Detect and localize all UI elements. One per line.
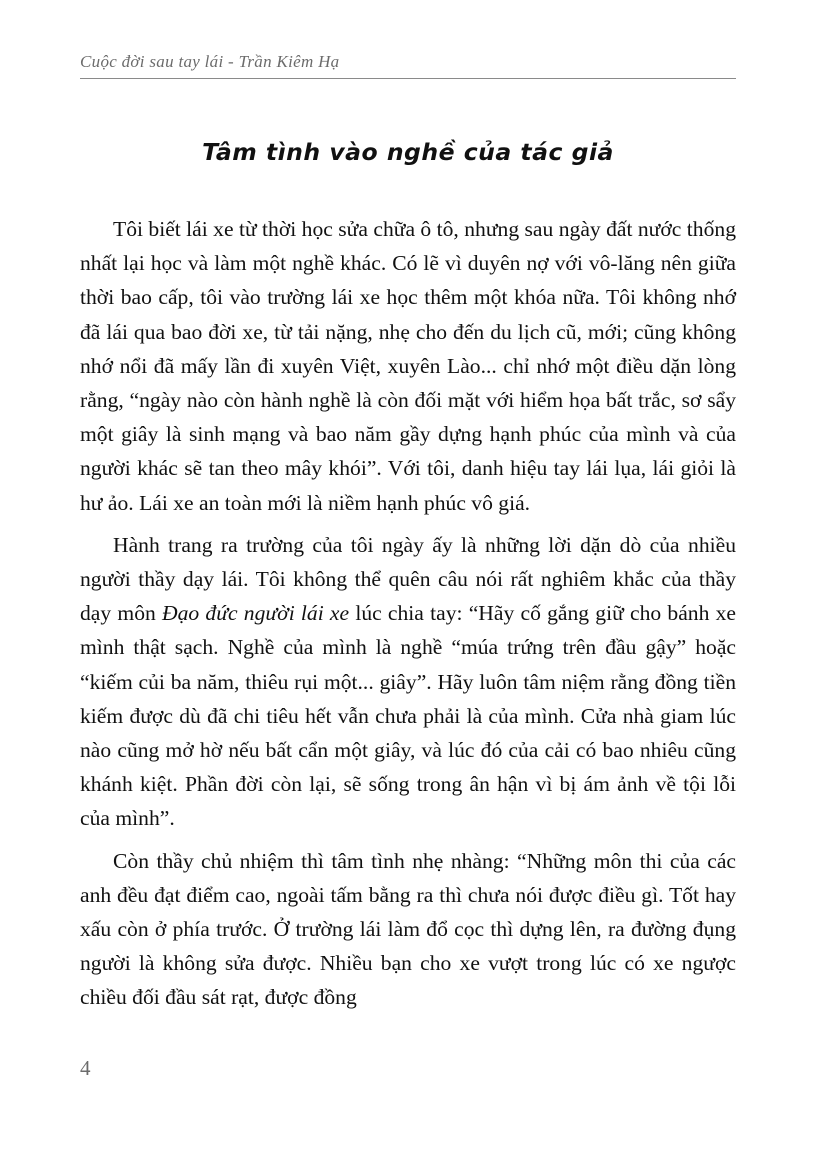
- chapter-title: Tâm tình vào nghề của tác giả: [202, 138, 614, 166]
- paragraph-2-text-end: lúc chia tay: “Hãy cố gắng giữ cho bánh xe mình thật sạch. Nghề của mình là nghề “múa trứng trên đầu gậy” hoặc “kiếm củi ba năm, thiêu rụi một... giây”. Hãy luôn tâm niệm rằng đồng tiền kiếm được dù đã chi tiêu hết vẫn chưa phải là của mình. Cửa nhà giam lúc nào cũng mở hờ nếu bất cẩn một giây, và lúc đó của cải có bao nhiêu cũng khánh kiệt. Phần đời còn lại, sẽ sống trong ân hận vì bị ám ảnh về tội lỗi của mình”.: [80, 601, 736, 831]
- body-text: [80, 212, 736, 1023]
- paragraph-3: Còn thầy chủ nhiệm thì tâm tình nhẹ nhàng: “Những môn thi của các anh đều đạt điểm cao, ngoài tấm bằng ra thì chưa nói được điều gì. Tốt hay xấu còn ở phía trước. Ở trường lái làm đổ cọc thì dựng lên, ra đường đụng người là không sửa được. Nhiều bạn cho xe vượt trong lúc có xe ngược chiều đối đầu sát rạt, được đồng: [80, 848, 736, 1010]
- course-name: Đạo đức người lái xe: [162, 601, 350, 626]
- running-header: Cuộc đời sau tay lái - Trần Kiêm Hạ: [80, 52, 340, 71]
- paragraph-2: [80, 528, 736, 836]
- paragraph-2-text-start: Hành trang ra trường của tôi ngày ấy là những lời dặn dò của nhiều người thầy dạy lái. Tôi không thể quên câu nói rất nghiêm khắc của thầy dạy môn: [80, 532, 736, 626]
- paragraph-1: Tôi biết lái xe từ thời học sửa chữa ô tô, nhưng sau ngày đất nước thống nhất lại học và làm một nghề khác. Có lẽ vì duyên nợ với vô-lăng nên giữa thời bao cấp, tôi vào trường lái xe học thêm một khóa nữa. Tôi không nhớ đã lái qua bao đời xe, từ tải nặng, nhẹ cho đến du lịch cũ, mới; cũng không nhớ nổi đã mấy lần đi xuyên Việt, xuyên Lào... chỉ nhớ một điều dặn lòng rằng, “ngày nào còn hành nghề là còn đối mặt với hiểm họa bất trắc, sơ sẩy một giây là sinh mạng và bao năm gầy dựng hạnh phúc của mình và của người khác sẽ tan theo mây khói”. Với tôi, danh hiệu tay lái lụa, lái giỏi là hư ảo. Lái xe an toàn mới là niềm hạnh phúc vô giá.: [80, 217, 736, 515]
- page-number: 4: [80, 1056, 91, 1080]
- header-divider: [80, 78, 736, 79]
